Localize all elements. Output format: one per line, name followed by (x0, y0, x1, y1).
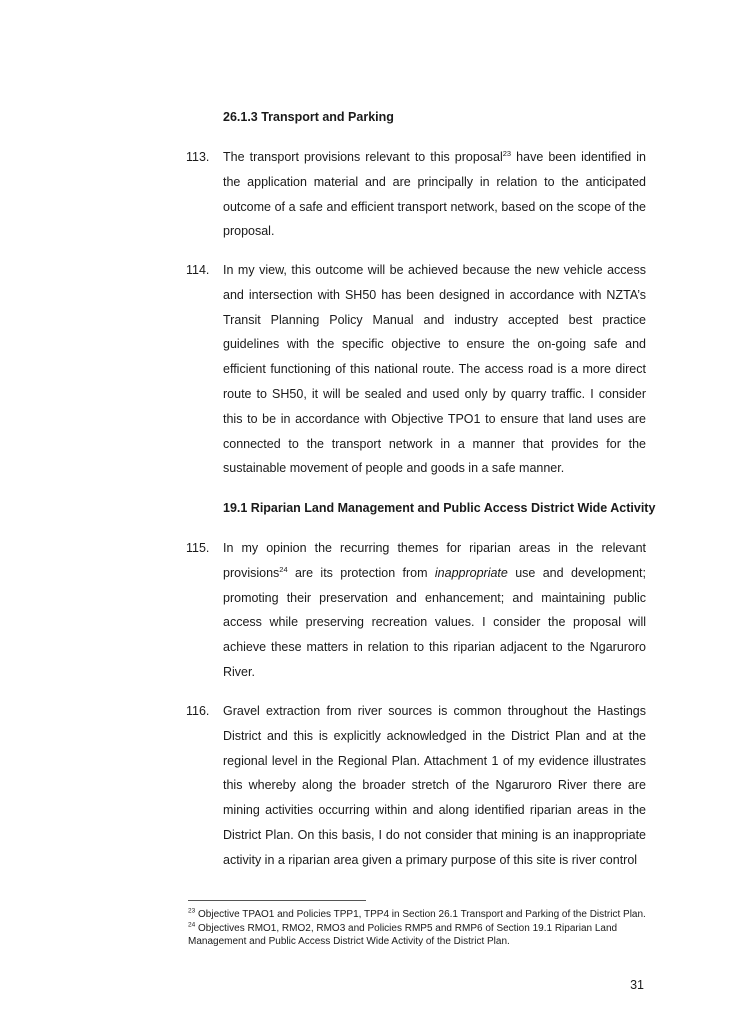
footnote-23 (188, 908, 648, 922)
section-heading-riparian: 19.1 Riparian Land Management and Public Access District Wide Activity (223, 501, 656, 515)
paragraph-text (223, 145, 646, 244)
paragraph-text: In my view, this outcome will be achieved because the new vehicle access and intersection with SH50 has been designed in accordance with NZTA’s Transit Planning Policy Manual and industry accepted best practice guidelines with the specific objective to ensure the on-going safe and efficient functioning of this national route. The access road is a more direct route to SH50, it will be sealed and used only by quarry traffic. I consider this to be in accordance with Objective TPO1 to ensure that land uses are connected to the transport network in a manner that provides for the sustainable movement of people and goods in a safe manner. (223, 263, 646, 476)
footnote-text: Objective TPAO1 and Policies TPP1, TPP4 in Section 26.1 Transport and Parking of the District Plan. (195, 909, 646, 920)
paragraph-text-part: have been identified in the application material and are principally in relation to the anticipated outcome of a safe and efficient transport network, based on the scope of the proposal. (223, 150, 646, 239)
paragraph-text-part: use and development; promoting their preservation and enhancement; and maintaining public access while preserving recreation values. I consider the proposal will achieve these matters in relation to this riparian adjacent to the Ngaruroro River. (223, 565, 646, 679)
paragraph-text (223, 536, 646, 685)
paragraph-text: Gravel extraction from river sources is common throughout the Hastings District and this is explicitly acknowledged in the District Plan and at the regional level in the Regional Plan. Attachment 1 of my evidence illustrates this whereby along the broader stretch of the Ngaruroro River there are mining activities occurring within and along identified riparian areas in the District Plan. On this basis, I do not consider that mining is an inappropriate activity in a riparian area given a primary purpose of this site is river control (223, 704, 646, 867)
paragraph-number: 113. (186, 150, 210, 164)
page-number: 31 (630, 978, 644, 992)
footnote-marker: 23 (188, 907, 196, 915)
emphasized-word: inappropriate (434, 565, 508, 580)
footnote-24 (188, 922, 648, 949)
paragraph-115 (186, 536, 646, 685)
paragraph-number: 114. (186, 263, 210, 277)
paragraph-number: 116. (186, 704, 210, 718)
footnote-text: Objectives RMO1, RMO2, RMO3 and Policies RMP5 and RMP6 of Section 19.1 Riparian Land Management and Public Access District Wide Activity of the District Plan. (188, 922, 618, 947)
paragraph-116 (186, 699, 646, 873)
paragraph-114 (186, 258, 646, 481)
paragraph-number: 115. (186, 541, 210, 555)
footnote-reference-23: 23 (502, 148, 512, 158)
footnote-reference-24: 24 (279, 564, 288, 574)
paragraph-text-part: are its protection from (287, 565, 435, 580)
paragraph-text-part: In my opinion the recurring themes for riparian areas in the relevant provisions (223, 541, 646, 580)
paragraph-113 (186, 145, 646, 244)
paragraph-text-part: The transport provisions relevant to this proposal (223, 150, 503, 164)
footnote-divider (188, 900, 366, 901)
footnote-marker: 24 (188, 921, 196, 929)
section-heading-transport-parking: 26.1.3 Transport and Parking (223, 110, 394, 124)
footnotes (188, 908, 648, 949)
